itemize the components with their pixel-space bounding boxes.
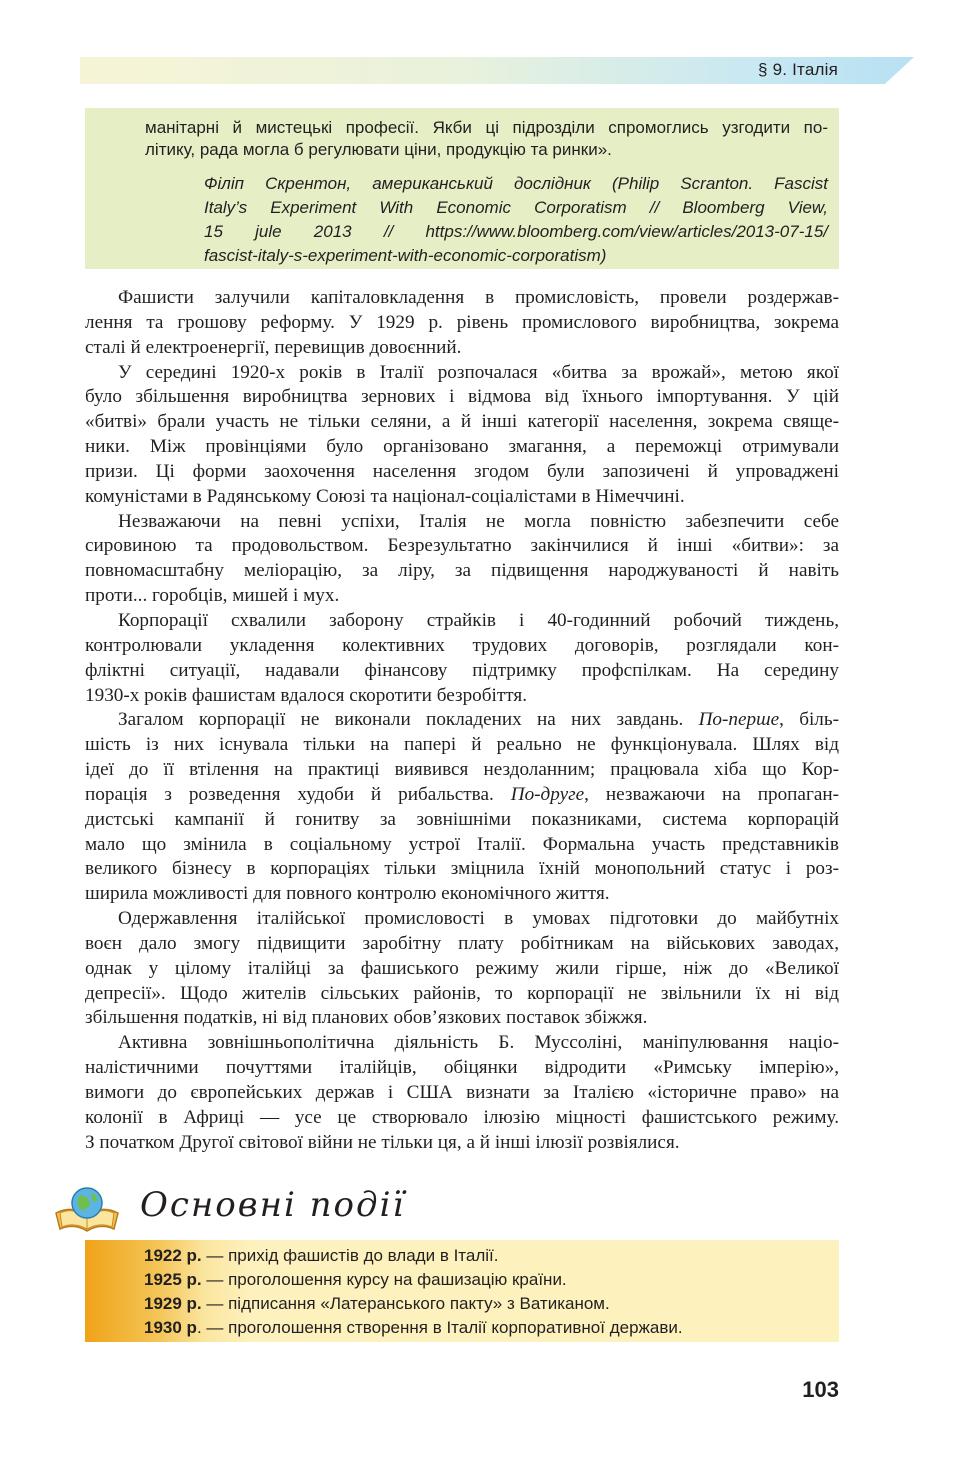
body-line: ники. Між провінціями було організовано змагання, а переможці отримували xyxy=(85,436,839,458)
body-line: проти... горобців, мишей і мух. xyxy=(85,585,340,607)
body-line xyxy=(85,708,839,733)
quote-source xyxy=(204,172,828,268)
body-line: З початком Другої світової війни не тільки ця, а й інші ілюзії розвіялися. xyxy=(85,1131,680,1153)
quote-text xyxy=(145,117,828,161)
quote-line: літику, рада могла б регулювати ціни, продукцію та ринки». xyxy=(145,140,612,159)
event-item xyxy=(144,1292,838,1316)
section-title: § 9. Італія xyxy=(758,60,838,79)
event-item xyxy=(144,1316,838,1340)
body-line: налістичними почуттями італійців, обіцянки відродити «Римську імперію», xyxy=(85,1057,839,1079)
body-line: Активна зовнішньополітична діяльність Б. Муссоліні, маніпулювання націо- xyxy=(118,1032,839,1054)
body-text xyxy=(85,286,839,1156)
body-line: контролювали укладення колективних трудових договорів, розглядали кон- xyxy=(85,634,839,656)
body-line: Одержавлення італійської промисловості в умовах підготовки до майбутніх xyxy=(118,908,839,930)
source-line: fascist-italy-s-experiment-with-economic-corporatism) xyxy=(204,246,607,265)
emphasis-first-tail: , біль- xyxy=(779,709,839,731)
body-line: У середині 1920-х років в Італії розпочалася «битва за врожай», метою якої xyxy=(118,361,839,383)
body-line: сталі й електроенергії, перевищив довоєнний. xyxy=(85,336,462,358)
emphasis-second: По-друге xyxy=(510,783,585,805)
event-item xyxy=(144,1268,838,1292)
open-book-globe-icon xyxy=(52,1183,122,1235)
body-line-text: Загалом корпорації не виконали покладених на них завдань. xyxy=(118,709,699,731)
event-text: — проголошення курсу на фашизацію країни. xyxy=(201,1270,567,1289)
body-line: сировиною та продовольством. Безрезультатно закінчилися й інші «битви»: за xyxy=(85,535,839,557)
body-line: шість із них існувала тільки на папері й реально не функціонувала. Шлях від xyxy=(85,734,839,756)
body-line: вимоги до європейських держав і США визнати за Італією «історичне право» на xyxy=(85,1082,839,1103)
event-year: 1922 р. xyxy=(144,1246,202,1265)
body-line xyxy=(85,783,839,808)
emphasis-first: По-перше xyxy=(698,709,780,731)
body-line: колонії в Африці — усе це створювало ілюзію міцності фашистського режиму. xyxy=(85,1106,839,1128)
body-line: однак у цілому італійці за фашиського режиму жили гірше, ніж до «Великої xyxy=(85,957,839,979)
events-list xyxy=(144,1244,838,1340)
emphasis-second-tail: , незважаючи на пропаган- xyxy=(584,783,839,805)
body-line: фліктні ситуації, надавали фінансову підтримку профспілкам. На середину xyxy=(85,659,839,681)
quote-box xyxy=(85,108,839,269)
body-line: великого бізнесу в корпораціях тільки зміцнила їхній монопольний статус і роз- xyxy=(85,858,839,880)
source-line: Філіп Скрентон, американський дослідник (Philip Scranton. Fascist xyxy=(204,174,828,193)
body-line: дистські кампанії й гонитву за зовнішніми показниками, система корпорацій xyxy=(85,808,839,830)
body-line: воєн дало змогу підвищити заробітну плату робітникам на військових заводах, xyxy=(85,932,839,954)
body-line: мало що змінила в соціальному устрої Італії. Формальна участь представників xyxy=(85,833,839,855)
events-heading: Основні події xyxy=(140,1185,406,1225)
body-line: збільшення податків, ні від планових обов’язкових поставок збіжжя. xyxy=(85,1007,648,1029)
event-year: 1930 р xyxy=(144,1318,197,1337)
body-line: комуністами в Радянському Союзі та націонал-соціалістами в Німеччині. xyxy=(85,485,685,507)
event-year: 1925 р. xyxy=(144,1270,202,1289)
event-text: — прихід фашистів до влади в Італії. xyxy=(201,1246,499,1265)
page-number: 103 xyxy=(802,1377,839,1402)
source-line: Italy’s Experiment With Economic Corporatism // Bloomberg View, xyxy=(204,198,828,217)
quote-line: манітарні й мистецькі професії. Якби ці підрозділи спромоглись узгодити по- xyxy=(145,118,828,137)
body-line: призи. Ці форми заохочення населення згодом були запозичені й упроваджені xyxy=(85,460,839,482)
body-line: було збільшення виробництва зернових і відмова від їхнього імпортування. У цій xyxy=(85,386,839,408)
body-line: депресії». Щодо жителів сільських районів, то корпорації не звільнили їх ні від xyxy=(85,982,839,1004)
body-line: ідеї до її втілення на практиці виявився нездоланним; працювала хіба що Кор- xyxy=(85,759,839,781)
body-line: 1930-х років фашистам вдалося скоротити безробіття. xyxy=(85,684,528,706)
body-line: Незважаючи на певні успіхи, Італія не могла повністю забезпечити себе xyxy=(118,510,839,532)
body-line: повномасштабну меліорацію, за ліру, за підвищення народжуваності й навіть xyxy=(85,560,839,582)
body-line-text: порація з розведення худоби й рибальства. xyxy=(85,783,511,805)
body-line: «битві» брали участь не тільки селяни, а й інші категорії населення, зокрема свяще- xyxy=(85,411,839,433)
source-line: 15 jule 2013 // https://www.bloomberg.com/view/articles/2013-07-15/ xyxy=(204,222,828,241)
body-line: Корпорації схвалили заборону страйків і 40-годинний робочий тиждень, xyxy=(118,609,839,631)
event-item xyxy=(144,1244,838,1268)
body-line: Фашисти залучили капіталовкладення в промисловість, провели роздержав- xyxy=(118,287,839,308)
body-line: ширила можливості для повного контролю економічного життя. xyxy=(85,883,610,905)
event-text: — підписання «Латеранського пакту» з Ватиканом. xyxy=(201,1294,610,1313)
body-line: лення та грошову реформу. У 1929 р. рівень промислового виробництва, зокрема xyxy=(85,311,839,333)
event-text: . — проголошення створення в Італії корпоративної держави. xyxy=(196,1318,683,1337)
event-year: 1929 р. xyxy=(144,1294,202,1313)
